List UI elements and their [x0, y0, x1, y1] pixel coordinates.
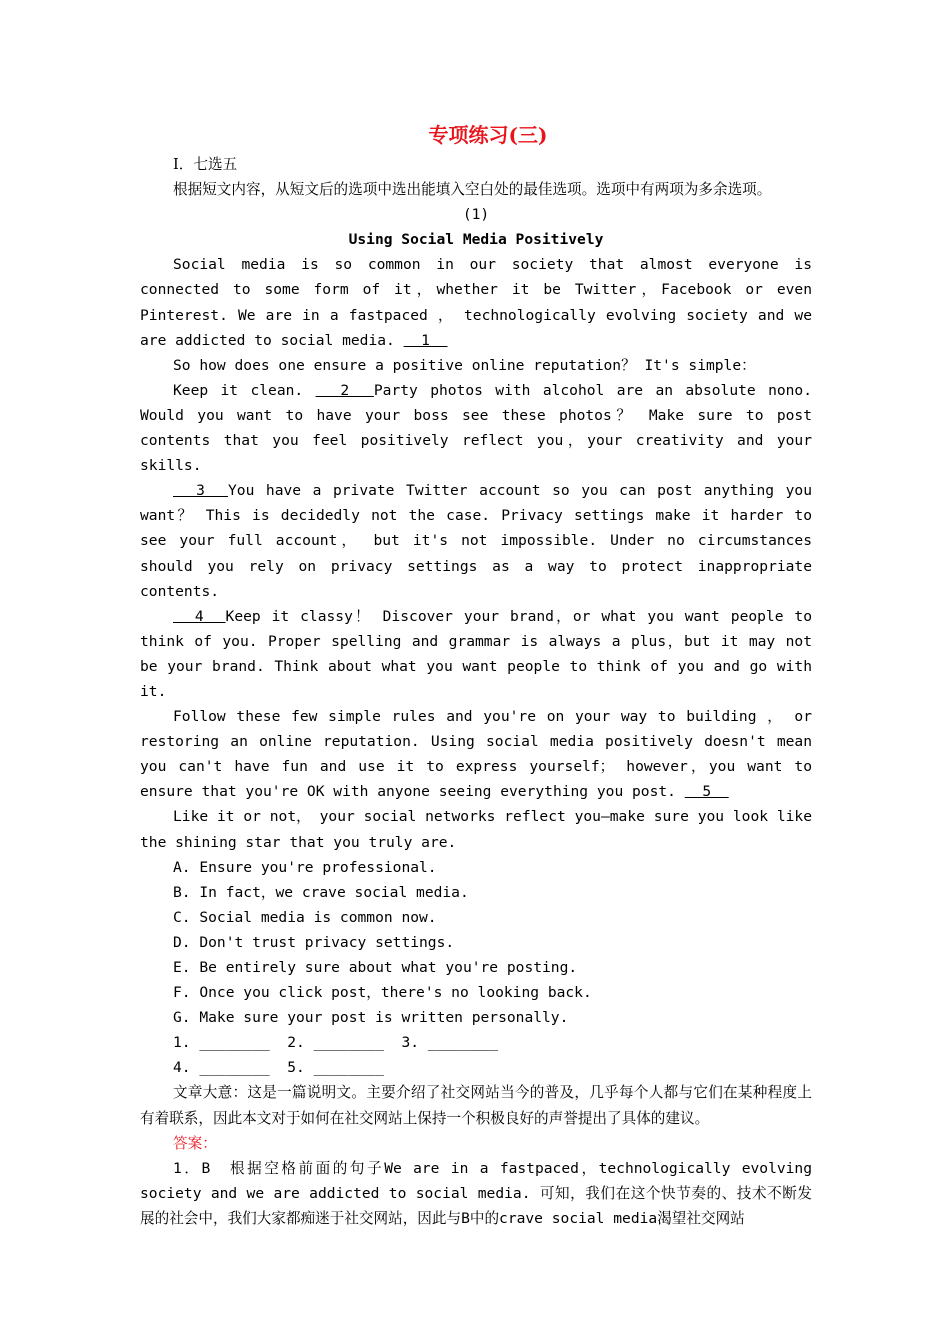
paragraph-6 [140, 704, 812, 804]
summary: 文章大意：这是一篇说明文。主要介绍了社交网站当今的普及，几乎每个人都与它们在某种程度上有着联系，因此本文对于如何在社交网站上保持一个积极良好的声誉提出了具体的建议。 [140, 1084, 812, 1127]
option-c: C. Social media is common now. [173, 908, 437, 926]
option-f: F. Once you click post，there's no looking back. [173, 984, 592, 1002]
answer-label: 答案： [173, 1134, 217, 1152]
paragraph-4-text: You have a private Twitter account so you can post anything you want？ This is decidedly not the case. Privacy settings make it harder to see your full account， but it's not impossible. Under no circumstances should you rely on privacy settings as a way to protect inappropriate contents. [140, 482, 813, 600]
paragraph-1-text: Social media is so common in our society that almost everyone is connected to some form of it，whether it be Twitter，Facebook or even Pinterest. We are in a fastpaced ， technologically evolving society and we are addicted to social media. [140, 256, 812, 349]
option-d: D. Don't trust privacy settings. [173, 933, 455, 951]
paragraph-6-text: Follow these few simple rules and you're on your way to building ， or restoring an online reputation. Using social media positively doesn't mean you can't have fun and use it to express yourself； however，you want to ensure that you're OK with anyone seeing everything you post. [140, 708, 812, 801]
section-heading: Ⅰ．七选五 [173, 156, 238, 173]
paragraph-3-text: Party photos with alcohol are an absolute nono. Would you want to have your boss see these photos？ Make sure to post contents that you feel positively reflect you，your creativity and your skills. [140, 381, 812, 475]
blank-1: 1 [403, 331, 448, 349]
answer-blanks-row-2: 4. ________ 5. ________ [173, 1059, 384, 1077]
blank-4: 4 [173, 607, 226, 625]
option-a: A. Ensure you're professional. [173, 858, 437, 876]
answer-blanks-row-1: 1. ________ 2. ________ 3. ________ [173, 1034, 499, 1052]
passage-number: (1) [462, 206, 490, 224]
option-b: B. In fact，we crave social media. [173, 883, 469, 901]
paragraph-2: So how does one ensure a positive online reputation？ It's simple： [173, 356, 756, 374]
paragraph-5 [140, 604, 812, 704]
paragraph-1 [140, 252, 812, 352]
option-g: G. Make sure your post is written personally. [173, 1009, 569, 1027]
paragraph-5-text: Keep it classy！ Discover your brand，or what you want people to think of you. Proper spelling and grammar is always a plus，but it may not be your brand. Think about what you want people to think of you and go with it. [140, 607, 813, 700]
blank-5: 5 [684, 783, 729, 801]
paragraph-3-lead: Keep it clean. [173, 381, 316, 399]
document-page [140, 118, 812, 1231]
paragraph-7: Like it or not， your social networks reflect you—make sure you look like the shining star that you truly are. [140, 808, 812, 851]
page-title: 专项练习(三) [428, 123, 548, 147]
blank-3: 3 [173, 482, 229, 500]
blank-2: 2 [315, 381, 374, 399]
paragraph-4 [140, 478, 812, 603]
explanation-1: 1．B 根据空格前面的句子We are in a fastpaced，technologically evolving society and we are addicted to social media. 可知，我们在这个快节奏的、技术不断发展的社会中，我们大家都痴迷于社交网站，因此与B中的crave social media渴望社交网站 [140, 1159, 812, 1227]
passage-title: Using Social Media Positively [348, 231, 604, 249]
option-e: E. Be entirely sure about what you're posting. [173, 959, 578, 976]
paragraph-3 [140, 378, 812, 478]
instructions: 根据短文内容，从短文后的选项中选出能填入空白处的最佳选项。选项中有两项为多余选项。 [173, 181, 772, 199]
